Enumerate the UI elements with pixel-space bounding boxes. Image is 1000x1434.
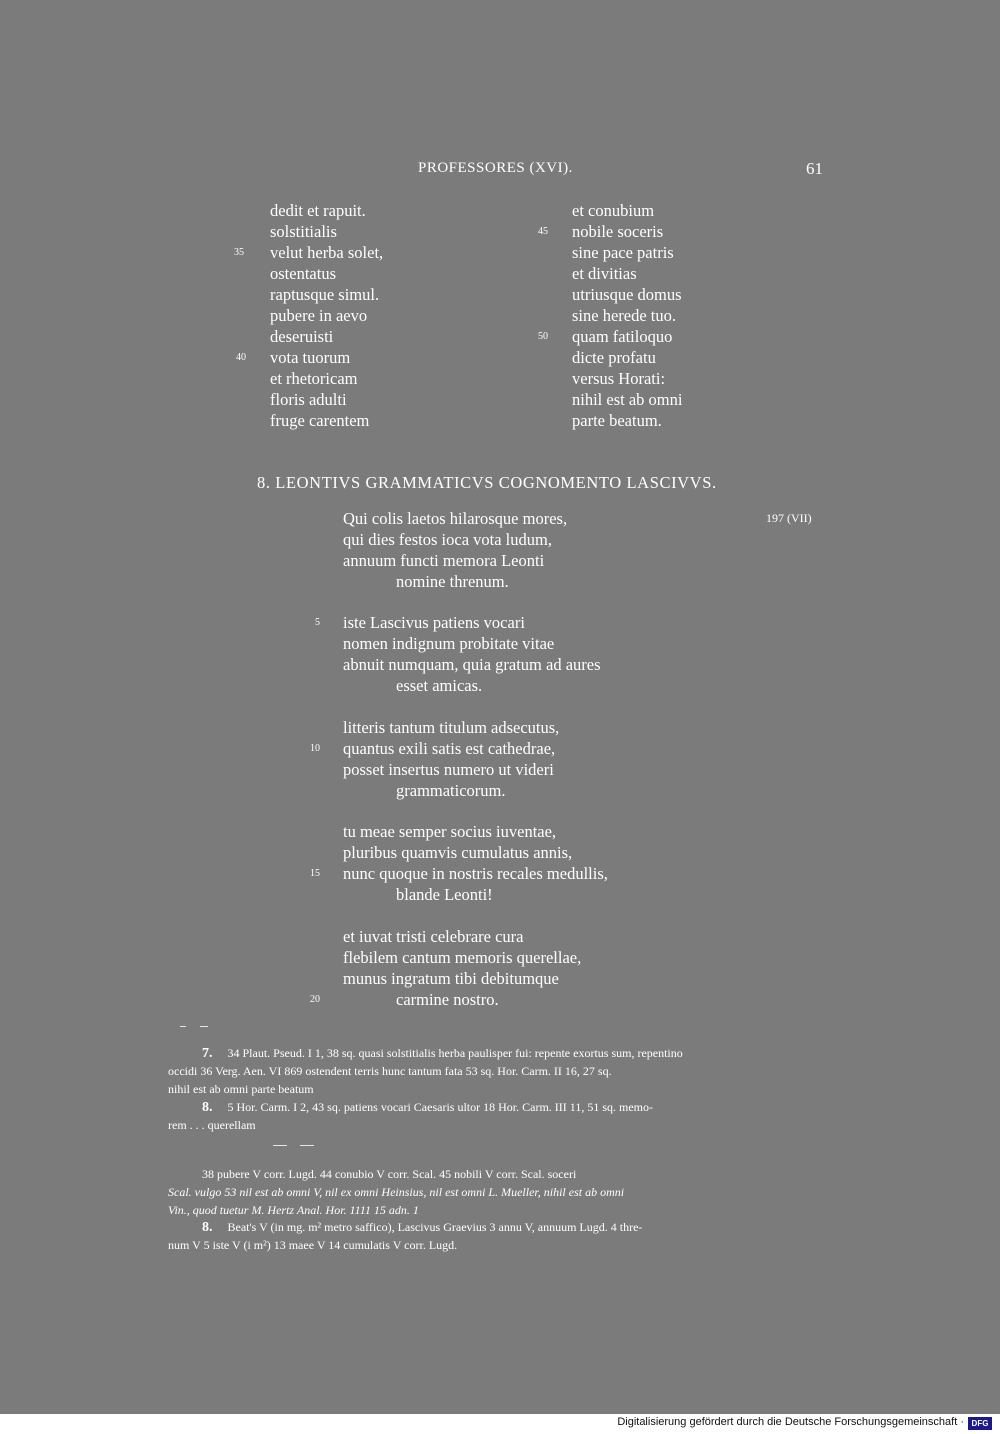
footer-bar <box>0 1414 1000 1434</box>
poem-line: dedit et rapuit. <box>270 201 366 220</box>
note-text: rem . . . querellam <box>168 1118 256 1132</box>
poem-line: esset amicas. <box>396 676 483 695</box>
poem-line: versus Horati: <box>572 369 666 388</box>
note-text: nihil est ab omni parte beatum <box>168 1082 314 1096</box>
poem-line: parte beatum. <box>572 411 662 430</box>
poem-line: pluribus quamvis cumulatus annis, <box>343 843 573 862</box>
poem-line: carmine nostro. <box>396 990 499 1009</box>
dfg-logo: DFG <box>968 1417 992 1430</box>
line-number: 50 <box>538 331 548 342</box>
line-number: 15 <box>310 868 320 879</box>
poem-line: deseruisti <box>270 327 334 346</box>
poem-line: nunc quoque in nostris recales medullis, <box>343 864 608 883</box>
apparatus-text: 38 pubere V corr. Lugd. 44 conubio V corr. Scal. 45 nobili V corr. Scal. soceri <box>202 1167 577 1181</box>
line-number: 35 <box>234 247 244 258</box>
poem-line: nomen indignum probitate vitae <box>343 634 555 653</box>
poem-line: nomine threnum. <box>396 572 509 591</box>
section-reference: 197 (VII) <box>766 511 812 525</box>
poem-line: tu meae semper socius iuventae, <box>343 822 557 841</box>
poem-line: flebilem cantum memoris querellae, <box>343 948 582 967</box>
poem-line: annuum functi memora Leonti <box>343 551 545 570</box>
poem-line: raptusque simul. <box>270 285 380 304</box>
poem-line: et divitias <box>572 264 637 283</box>
poem-line: dicte profatu <box>572 348 656 367</box>
line-number: 45 <box>538 226 548 237</box>
line-number: 20 <box>310 994 320 1005</box>
poem-line: posset insertus numero ut videri <box>343 760 554 779</box>
poem-line: sine pace patris <box>572 243 674 262</box>
poem-line: abnuit numquam, quia gratum ad aures <box>343 655 601 674</box>
apparatus-text: Vin., quod tuetur M. Hertz Anal. Hor. 1111 15 adn. 1 <box>168 1203 419 1217</box>
poem-line: munus ingratum tibi debitumque <box>343 969 559 988</box>
note-text: 5 Hor. Carm. I 2, 43 sq. patiens vocari Caesaris ultor 18 Hor. Carm. III 11, 51 sq. memo- <box>227 1100 653 1114</box>
poem-line: quam fatiloquo <box>572 327 673 346</box>
note-number: 7. <box>202 1046 213 1061</box>
poem-line: velut herba solet, <box>270 243 384 262</box>
poem-line: nihil est ab omni <box>572 390 683 409</box>
note-number: 8. <box>202 1100 213 1115</box>
apparatus-text: Scal. vulgo 53 nil est ab omni V, nil ex omni Heinsius, nil est omni L. Mueller, nihil est ab omni <box>168 1185 625 1199</box>
section-heading: 8. LEONTIVS GRAMMATICVS COGNOMENTO LASCIVVS. <box>257 473 717 492</box>
poem-line: blande Leonti! <box>396 885 493 904</box>
poem-line: et conubium <box>572 201 655 220</box>
poem-line: iste Lascivus patiens vocari <box>343 613 525 632</box>
separator-mark <box>180 1026 186 1027</box>
poem-line: et rhetoricam <box>270 369 358 388</box>
poem-line: et iuvat tristi celebrare cura <box>343 927 524 946</box>
poem-line: vota tuorum <box>270 348 351 367</box>
separator-mark <box>300 1145 314 1146</box>
poem-line: fruge carentem <box>270 411 370 430</box>
poem-line: qui dies festos ioca vota ludum, <box>343 530 552 549</box>
poem-line: pubere in aevo <box>270 306 368 325</box>
poem-line: ostentatus <box>270 264 336 283</box>
line-number: 10 <box>310 743 320 754</box>
separator-mark <box>273 1145 287 1146</box>
note-text: 34 Plaut. Pseud. I 1, 38 sq. quasi solstitialis herba paulisper fui: repente exortus sum, repentino <box>227 1046 683 1060</box>
poem-line: nobile soceris <box>572 222 664 241</box>
poem-line: solstitialis <box>270 222 337 241</box>
note-text: occidi 36 Verg. Aen. VI 869 ostendent terris hunc tantum fata 53 sq. Hor. Carm. II 16, 27 sq. <box>168 1064 612 1078</box>
line-number: 40 <box>236 352 246 363</box>
apparatus-text: Beat's V (in mg. m² metro saffico), Lascivus Graevius 3 annu V, annuum Lugd. 4 thre- <box>227 1220 643 1234</box>
poem-line: grammaticorum. <box>396 781 506 800</box>
page-number: 61 <box>806 159 823 178</box>
poem-line: Qui colis laetos hilarosque mores, <box>343 509 568 528</box>
poem-line: litteris tantum titulum adsecutus, <box>343 718 560 737</box>
poem-line: quantus exili satis est cathedrae, <box>343 739 556 758</box>
footer-attribution: Digitalisierung gefördert durch die Deutsche Forschungsgemeinschaft · <box>617 1416 964 1428</box>
separator-mark <box>200 1026 208 1027</box>
poem-line: floris adulti <box>270 390 347 409</box>
running-header: PROFESSORES (XVI). <box>418 160 573 176</box>
note-number: 8. <box>202 1220 213 1235</box>
apparatus-text: num V 5 iste V (i m²) 13 maee V 14 cumulatis V corr. Lugd. <box>168 1238 458 1252</box>
line-number: 5 <box>315 617 320 628</box>
poem-line: utriusque domus <box>572 285 682 304</box>
poem-line: sine herede tuo. <box>572 306 677 325</box>
